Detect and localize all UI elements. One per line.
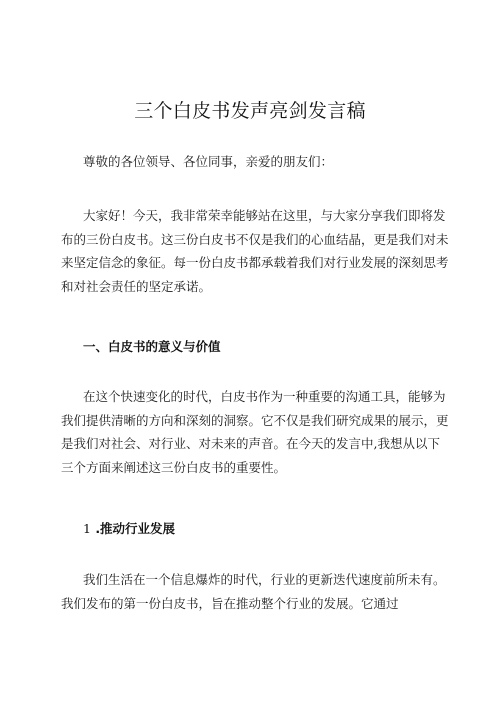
subsection1-line-2: 我们发布的第一份白皮书，旨在推动整个行业的发展。它通过 (61, 595, 399, 611)
intro-paragraph (61, 204, 449, 298)
section1-line-2: 我们提供清晰的方向和深刻的洞察。它不仅是我们研究成果的展示，更 (61, 412, 449, 428)
section1-line-1: 在这个快速变化的时代，白皮书作为一种重要的沟通工具，能够为 (83, 389, 446, 404)
document-title: 三个白皮书发声亮剑发言稿 (134, 100, 366, 122)
section1-paragraph (61, 385, 449, 479)
greeting-paragraph (83, 150, 421, 174)
subsection1-line-1: 我们生活在一个信息爆炸的时代，行业的更新迭代速度前所未有。 (83, 572, 446, 587)
subsection-title: .推动行业发展 (95, 521, 176, 536)
section-heading-1: 一、白皮书的意义与价值 (83, 339, 221, 354)
subsection-number: 1 (83, 521, 91, 536)
section1-line-4: 三个方面来阐述这三份白皮书的重要性。 (61, 459, 287, 475)
intro-line-4: 和对社会责任的坚定承诺。 (61, 278, 212, 294)
subsection-heading-1 (83, 519, 175, 537)
greeting-text: 尊敬的各位领导、各位同事，亲爱的朋友们： (83, 154, 334, 169)
intro-line-2: 布的三份白皮书。这三份白皮书不仅是我们的心血结晶，更是我们对未 (61, 231, 449, 247)
intro-line-3: 来坚定信念的象征。每一份白皮书都承载着我们对行业发展的深刻思考 (61, 255, 449, 270)
subsection1-paragraph (61, 568, 446, 615)
intro-line-1: 大家好！今天，我非常荣幸能够站在这里，与大家分享我们即将发 (83, 208, 446, 223)
section1-line-3: 是我们对社会、对行业、对未来的声音。在今天的发言中,我想从以下 (61, 436, 440, 451)
